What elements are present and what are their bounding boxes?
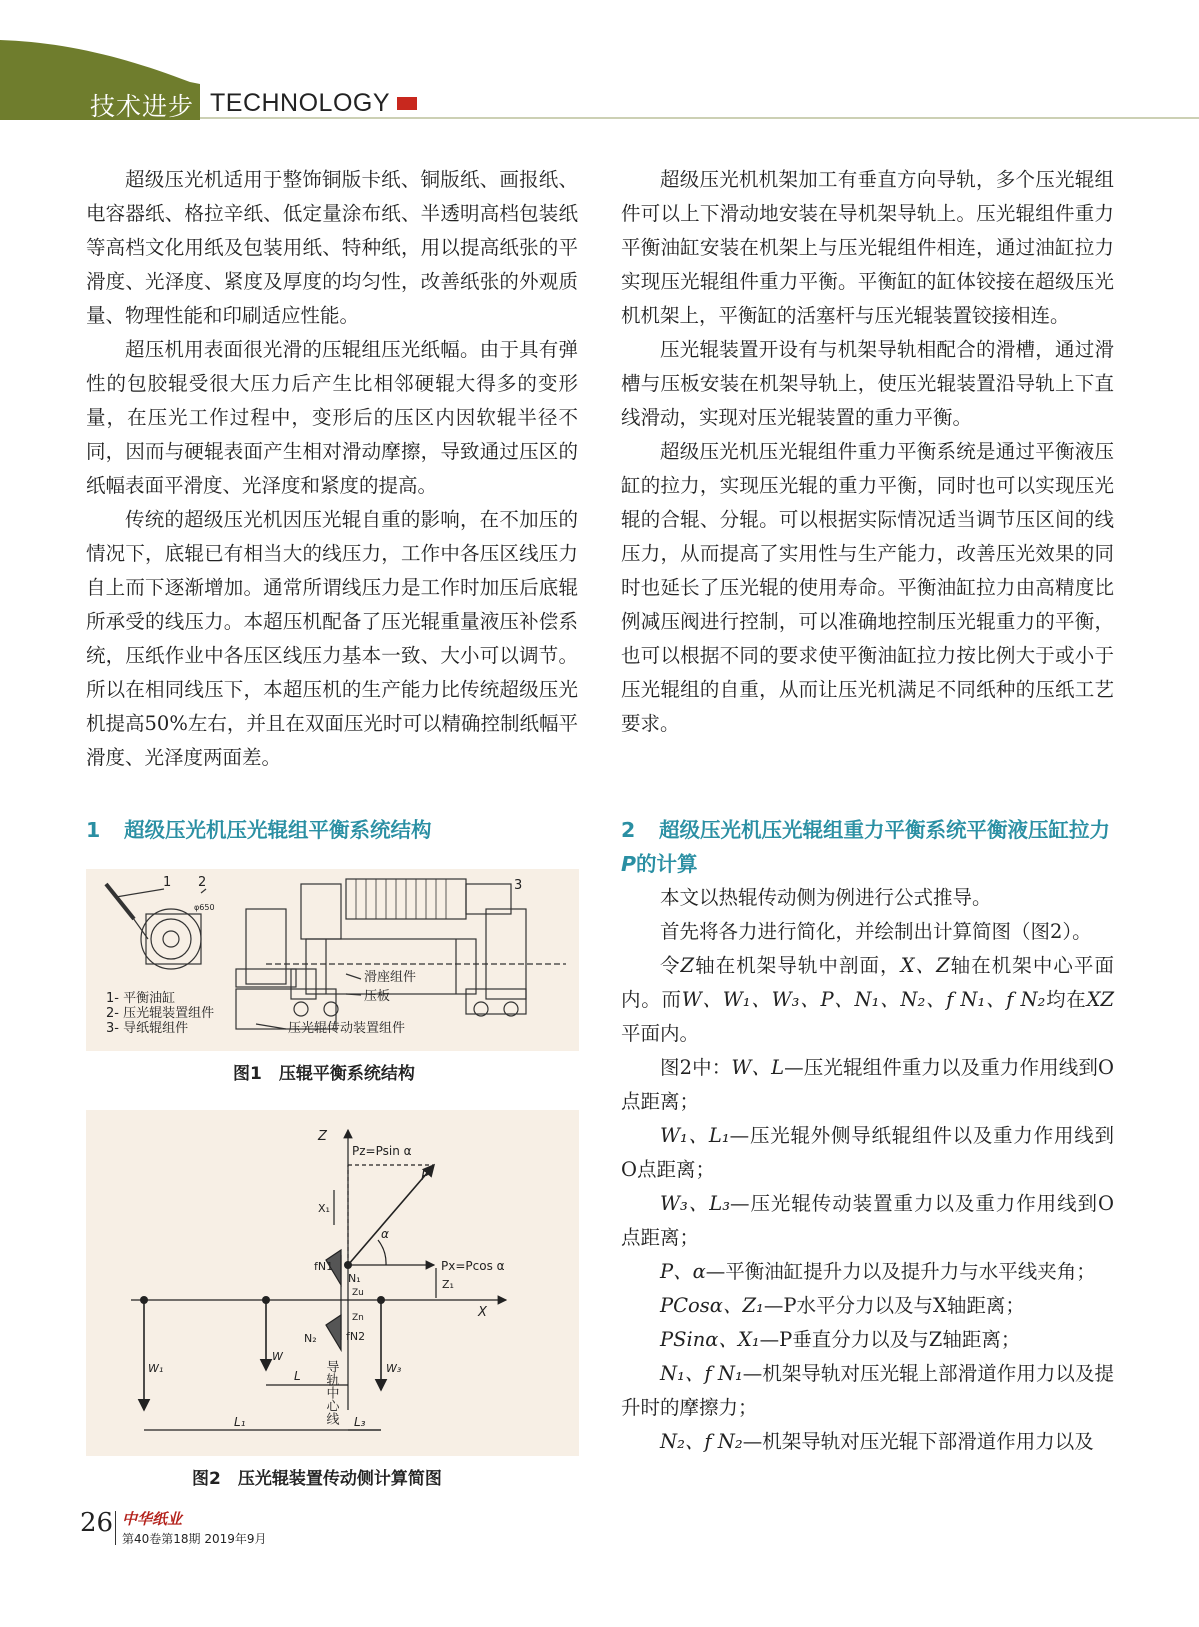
fig2-z1-label: Z₁ [442,1278,454,1291]
paragraph: 压光辊装置开设有与机架导轨相配合的滑槽，通过滑槽与压板安装在机架导轨上，使压光辊装置沿导轨上下直线滑动，实现对压光辊装置的重力平衡。 [621,338,1114,429]
paragraph: 超压机用表面很光滑的压辊组压光纸幅。由于具有弹性的包胶辊受很大压力后产生比相邻硬辊大得多的变形量，在压光工作过程中，变形后的压区内因软辊半径不同，因而与硬辊表面产生相对滑动摩擦，导致通过压区的纸幅表面平滑度、光泽度和紧度的提高。 [86,338,578,497]
page-number: 26 [80,1508,114,1538]
fig2-w3-label: W₃ [386,1362,402,1375]
fig1-legend-3: 3- 导纸辊组件 [106,1021,189,1036]
fig2-pz-label: Pz=Psin α [352,1144,412,1158]
paragraph: 本文以热辊传动侧为例进行公式推导。 [660,886,992,909]
paragraph: 首先将各力进行简化，并绘制出计算简图（图2）。 [660,920,1092,943]
journal-logo: 中华纸业 [122,1510,183,1528]
section-title-end: 的计算 [636,852,698,876]
fig2-w-label: W [272,1350,283,1363]
fig1-legend-1: 1- 平衡油缸 [106,991,176,1006]
fig1-label-3: 3 [514,878,523,893]
figure-1-drawing [86,869,579,1051]
fig2-fn1-label: fN1 [314,1260,334,1273]
section2-body [621,881,1114,1459]
definition: 图2中：W、L—压光辊组件重力以及重力作用线到O点距离； [621,1056,1114,1113]
definition: PSinα、X₁—P垂直分力以及与Z轴距离； [660,1328,1021,1351]
paragraph: 令Z轴在机架导轨中剖面，X、Z轴在机架中心平面内。而W、W₁、W₃、P、N₁、N₂、f N₁、f N₂均在XZ平面内。 [621,954,1114,1045]
section-title: 超级压光机压光辊组重力平衡系统平衡液压缸拉力 [659,818,1110,842]
definition: N₁、f N₁—机架导轨对压光辊上部滑道作用力以及提升时的摩擦力； [621,1362,1114,1419]
section-number: 1 [86,818,101,842]
section-title-en: TECHNOLOGY [210,89,391,117]
fig2-l1-label: L₁ [234,1415,246,1429]
fig1-label-1: 1 [163,875,172,890]
right-column [621,163,1114,741]
section-title-var: P [621,852,637,876]
fig1-label-slide: 滑座组件 [364,970,417,985]
fig1-legend-2: 2- 压光辊装置组件 [106,1006,215,1021]
fig2-z-label: Z [318,1129,327,1144]
paragraph: 超级压光机压光辊组件重力平衡系统是通过平衡液压缸的拉力，实现压光辊的重力平衡，同时也可以实现压光辊的合辊、分辊。可以根据实际情况适当调节压区间的线压力，从而提高了实用性与生产能力，改善压光效果的同时也延长了压光辊的使用寿命。平衡油缸拉力由高精度比例减压阀进行控制，可以准确地控制压光辊重力的平衡，也可以根据不同的要求使平衡油缸拉力按比例大于或小于压光辊组的自重，从而让压光机满足不同纸种的压纸工艺要求。 [621,440,1114,735]
section-number: 2 [621,818,636,842]
fig2-guide-label: 导轨中心线 [323,1360,339,1425]
definition: W₁、L₁—压光辊外侧导纸辊组件以及重力作用线到O点距离； [621,1124,1114,1181]
fig2-x1-label: X₁ [318,1202,330,1215]
fig2-alpha-label: α [381,1227,389,1241]
section-title: 超级压光机压光辊组平衡系统结构 [124,818,432,842]
paragraph: 超级压光机适用于整饰铜版卡纸、铜版纸、画报纸、电容器纸、格拉辛纸、低定量涂布纸、半透明高档包装纸等高档文化用纸及包装用纸、特种纸，用以提高纸张的平滑度、光泽度、紧度及厚度的均匀性，改善纸张的外观质量、物理性能和印刷适应性能。 [86,168,578,327]
fig2-l-label: L [294,1369,301,1383]
fig1-label-plate: 压板 [364,989,391,1004]
fig2-x-label: X [478,1305,487,1320]
fig2-w1-label: W₁ [148,1362,164,1375]
section-heading-1 [86,813,586,847]
definition: N₂、f N₂—机架导轨对压光辊下部滑道作用力以及 [660,1430,1094,1453]
issue-info: 第40卷第18期 2019年9月 [122,1532,267,1546]
fig2-px-label: Px=Pcos α [441,1259,505,1273]
fig2-l3-label: L₃ [354,1415,366,1429]
paragraph: 传统的超级压光机因压光辊自重的影响，在不加压的情况下，底辊已有相当大的线压力，工作中各压区线压力自上而下逐渐增加。通常所谓线压力是工作时加压后底辊所承受的线压力。本超压机配备了压光辊重量液压补偿系统，压纸作业中各压区线压力基本一致、大小可以调节。所以在相同线压下，本超压机的生产能力比传统超级压光机提高50%左右，并且在双面压光时可以精确控制纸幅平滑度、光泽度两面差。 [86,508,578,769]
fig2-fn2-label: fN2 [346,1330,366,1343]
fig2-n1-label: N₁ [348,1272,361,1285]
fig2-n2-label: N₂ [304,1332,317,1345]
figure-2-diagram [86,1110,579,1456]
definition: P、α—平衡油缸提升力以及提升力与水平线夹角； [660,1260,1096,1283]
fig2-zn-label: Zn [352,1313,364,1323]
left-column [86,163,578,775]
accent-square [397,97,417,110]
paragraph: 超级压光机机架加工有垂直方向导轨，多个压光辊组件可以上下滑动地安装在导机架导轨上。压光辊组件重力平衡油缸安装在机架上与压光辊组件相连，通过油缸拉力实现压光辊组件重力平衡。平衡缸的缸体铰接在超级压光机机架上，平衡缸的活塞杆与压光辊装置铰接相连。 [621,168,1114,327]
section-title-cn: 技术进步 [90,92,195,121]
definition: PCosα、Z₁—P水平分力以及与X轴距离； [660,1294,1025,1317]
figure-2-caption: 图2 压光辊装置传动侧计算简图 [192,1469,442,1489]
fig2-zu-label: Zu [352,1288,364,1298]
footer-divider [115,1511,116,1545]
fig2-p-label: P [421,1169,429,1184]
definition: W₃、L₃—压光辊传动装置重力以及重力作用线到O点距离； [621,1192,1114,1249]
fig1-label-diameter: φ650 [194,903,215,912]
fig1-label-drive: 压光辊传动装置组件 [288,1021,406,1036]
fig1-label-2: 2 [198,875,207,890]
section-heading-2 [621,813,1116,881]
figure-1-caption: 图1 压辊平衡系统结构 [233,1064,415,1084]
